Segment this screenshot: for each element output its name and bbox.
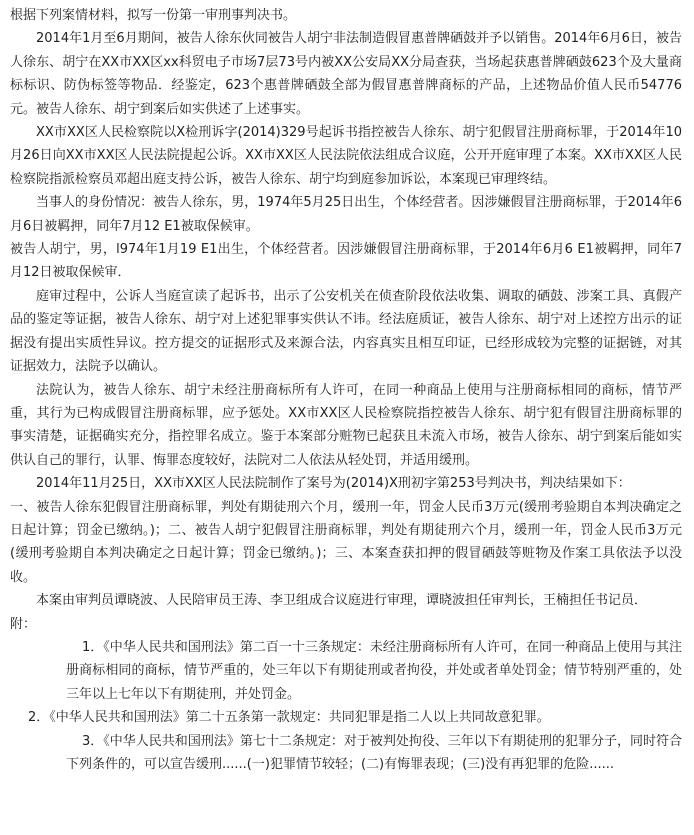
appendix-note-3: 3．《中华人民共和国刑法》第七十二条规定：对于被判处拘役、三年以下有期徒刑的犯罪分子，同时符合下列条件的，可以宣告缓刑......(一)犯罪情节较轻；(二)有悔罪表现；(三)没有再犯罪的危险...... bbox=[66, 733, 682, 772]
defendant-hu-identity: 被告人胡宁，男，l974年1月19 E1出生，个体经营者。因涉嫌假冒注册商标罪，于2014年6月6 E1被羁押，同年7月12日被取保候审． bbox=[10, 242, 682, 281]
case-facts-paragraph: 2014年1月至6月期间，被告人徐东伙同被告人胡宁非法制造假冒惠普牌硒鼓并予以销售。2014年6月6日，被告人徐东、胡宁在XX市XX区xx科贸电子市场7层73号内被XX公安局XX分局查获，当场起获惠普牌硒鼓623个及大量商标标识、防伪标签等物品．经鉴定，623个惠普牌硒鼓全部为假冒惠普牌商标的产品，上述物品价值人民币54776元。被告人徐东、胡宁到案后如实供述了上述事实。 bbox=[10, 31, 682, 117]
prosecution-paragraph: XX市XX区人民检察院以X检刑诉字(2014)329号起诉书指控被告人徐东、胡宁犯假冒注册商标罪，于2014年10月26日向XX市XX区人民法院提起公诉。XX市XX区人民法院依法组成合议庭，公开开庭审理了本案。XX市XX区人民检察院指派检察员邓超出庭支持公诉，被告人徐东、胡宁均到庭参加诉讼，本案现已审理终结。 bbox=[10, 125, 682, 187]
appendix-note-2: 2．《中华人民共和国刑法》第二十五条第一款规定：共同犯罪是指二人以上共同故意犯罪。 bbox=[28, 710, 550, 726]
appendix-label: 附： bbox=[10, 616, 37, 632]
instruction-text: 根据下列案情材料，拟写一份第一审刑事判决书。 bbox=[10, 8, 297, 23]
defendant-xu-identity: 当事人的身份情况：被告人徐东，男，1974年5月25日出生，个体经营者。因涉嫌假冒注册商标罪，于2014年6月6日被羁押，同年7月12 E1被取保候审。 bbox=[10, 195, 682, 234]
appendix-note-1: 1．《中华人民共和国刑法》第二百一十三条规定：未经注册商标所有人许可，在同一种商品上使用与其注册商标相同的商标，情节严重的，处三年以下有期徒刑或者拘役，并处或者单处罚金；情节特别严重的，处三年以上七年以下有期徒刑，并处罚金。 bbox=[66, 639, 682, 702]
tribunal-paragraph: 本案由审判员谭晓波、人民陪审员王涛、李卫组成合议庭进行审理，谭晓波担任审判长，王楠担任书记员． bbox=[36, 593, 648, 609]
judgment-result-paragraph: 一、被告人徐东犯假冒注册商标罪，判处有期徒刑六个月，缓刑一年，罚金人民币3万元(缓刑考验期自本判决确定之日起计算；罚金已缴纳。)；二、被告人胡宁犯假冒注册商标罪，判处有期徒刑六个月，缓刑一年，罚金人民币3万元(缓刑考验期自本判决确定之日起计算；罚金已缴纳。)；三、本案查获扣押的假冒硒鼓等赃物及作案工具依法予以没收。 bbox=[10, 499, 682, 585]
court-opinion-paragraph: 法院认为，被告人徐东、胡宁未经注册商标所有人许可，在同一种商品上使用与注册商标相同的商标，情节严重，其行为已构成假冒注册商标罪，应予惩处。XX市XX区人民检察院指控被告人徐东、胡宁犯有假冒注册商标罪的事实清楚，证据确实充分，指控罪名成立。鉴于本案部分赃物已起获且未流入市场，被告人徐东、胡宁到案后能如实供认自己的罪行，认罪、悔罪态度较好，法院对二人依法从轻处罚，并适用缓刑。 bbox=[10, 382, 682, 468]
trial-process-paragraph: 庭审过程中，公诉人当庭宣读了起诉书，出示了公安机关在侦查阶段依法收集、调取的硒鼓、涉案工具、真假产品的鉴定等证据，被告人徐东、胡宁对上述犯罪事实供认不讳。经法庭质证，被告人徐东、胡宁对上述控方出示的证据没有提出实质性异议。控方提交的证据形式及来源合法，内容真实且相互印证，已经形成较为完整的证据链，对其证据效力，法院予以确认。 bbox=[10, 288, 682, 375]
judgment-date-paragraph: 2014年11月25日，XX市XX区人民法院制作了案号为(2014)X刑初字第253号判决书，判决结果如下： bbox=[36, 476, 631, 492]
